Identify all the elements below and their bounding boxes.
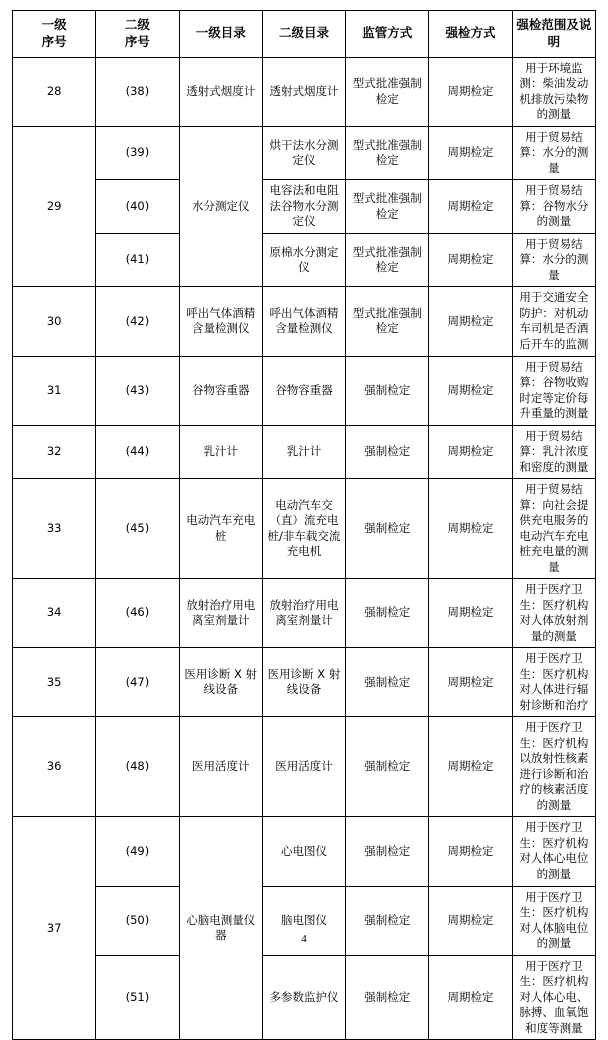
cell-scope-description: 用于贸易结算：谷物水分的测量	[512, 180, 595, 234]
cell-scope-description: 用于医疗卫生：医疗机构对人体进行辐射诊断和治疗	[512, 648, 595, 717]
cell-level1-category: 透射式烟度计	[179, 57, 262, 126]
table-row	[13, 356, 596, 425]
cell-level1-category: 医用活度计	[179, 717, 262, 817]
cell-level2-index: (38)	[96, 57, 179, 126]
cell-scope-description: 用于医疗卫生：医疗机构对人体心电位的测量	[512, 817, 595, 886]
cell-scope-description: 用于医疗卫生：医疗机构以放射性核素进行诊断和治疗的核素活度的测量	[512, 717, 595, 817]
table-row	[13, 479, 596, 579]
cell-supervision-mode: 强制检定	[346, 955, 429, 1040]
cell-level2-index: (47)	[96, 648, 179, 717]
cell-level2-index: (42)	[96, 287, 179, 356]
cell-level2-category: 脑电图仪	[262, 886, 345, 955]
cell-level2-index: (49)	[96, 817, 179, 886]
cell-level2-category: 电容法和电阻法谷物水分测定仪	[262, 180, 345, 234]
cell-level2-category: 透射式烟度计	[262, 57, 345, 126]
page-number: 4	[301, 933, 307, 945]
cell-verification-mode: 周期检定	[429, 356, 512, 425]
cell-supervision-mode: 强制检定	[346, 886, 429, 955]
table-header	[13, 11, 596, 58]
cell-supervision-mode: 强制检定	[346, 479, 429, 579]
cell-level2-category: 医用活度计	[262, 717, 345, 817]
cell-level2-index: (41)	[96, 233, 179, 287]
cell-level2-category: 原棉水分测定仪	[262, 233, 345, 287]
cell-scope-description: 用于医疗卫生：医疗机构对人体心电、脉搏、血氧饱和度等测量	[512, 955, 595, 1040]
column-header-level1-index: 一级 序号	[13, 11, 96, 58]
cell-verification-mode: 周期检定	[429, 287, 512, 356]
cell-level1-index: 29	[13, 126, 96, 287]
cell-level1-index: 32	[13, 425, 96, 479]
cell-scope-description: 用于交通安全防护：对机动车司机是否酒后开车的监测	[512, 287, 595, 356]
table-header-row	[13, 11, 596, 58]
table-row	[13, 955, 596, 1040]
cell-level2-category: 电动汽车交（直）流充电桩/非车载交流充电机	[262, 479, 345, 579]
table-row	[13, 180, 596, 234]
cell-scope-description: 用于贸易结算：谷物收购时定等定价每升重量的测量	[512, 356, 595, 425]
cell-scope-description: 用于医疗卫生：医疗机构对人体放射剂量的测量	[512, 579, 595, 648]
cell-supervision-mode: 强制检定	[346, 579, 429, 648]
cell-verification-mode: 周期检定	[429, 717, 512, 817]
cell-verification-mode: 周期检定	[429, 955, 512, 1040]
column-header-scope-description: 强检范围及说明	[512, 11, 595, 58]
cell-level1-category: 电动汽车充电桩	[179, 479, 262, 579]
cell-verification-mode: 周期检定	[429, 126, 512, 180]
cell-scope-description: 用于环境监测：柴油发动机排放污染物的测量	[512, 57, 595, 126]
cell-scope-description: 用于医疗卫生：医疗机构对人体脑电位的测量	[512, 886, 595, 955]
cell-level1-index: 30	[13, 287, 96, 356]
cell-level2-category: 放射治疗用电离室剂量计	[262, 579, 345, 648]
table-row	[13, 648, 596, 717]
cell-level2-category: 谷物容重器	[262, 356, 345, 425]
cell-level1-index: 37	[13, 817, 96, 1040]
table-body	[13, 57, 596, 1039]
table-row	[13, 717, 596, 817]
cell-supervision-mode: 强制检定	[346, 817, 429, 886]
cell-verification-mode: 周期检定	[429, 425, 512, 479]
cell-supervision-mode: 强制检定	[346, 717, 429, 817]
cell-verification-mode: 周期检定	[429, 579, 512, 648]
cell-level1-category: 医用诊断 X 射线设备	[179, 648, 262, 717]
table-row	[13, 817, 596, 886]
cell-verification-mode: 周期检定	[429, 479, 512, 579]
cell-level1-category: 呼出气体酒精含量检测仪	[179, 287, 262, 356]
table-row	[13, 287, 596, 356]
table-row	[13, 126, 596, 180]
cell-level2-index: (45)	[96, 479, 179, 579]
cell-level1-index: 33	[13, 479, 96, 579]
cell-level1-category: 放射治疗用电离室剂量计	[179, 579, 262, 648]
cell-level2-index: (51)	[96, 955, 179, 1040]
column-header-verification-mode: 强检方式	[429, 11, 512, 58]
cell-level1-category: 谷物容重器	[179, 356, 262, 425]
table-row	[13, 579, 596, 648]
cell-verification-mode: 周期检定	[429, 648, 512, 717]
column-header-supervision-mode: 监管方式	[346, 11, 429, 58]
cell-verification-mode: 周期检定	[429, 233, 512, 287]
cell-verification-mode: 周期检定	[429, 886, 512, 955]
cell-level2-index: (46)	[96, 579, 179, 648]
cell-level2-category: 心电图仪	[262, 817, 345, 886]
cell-level2-category: 烘干法水分测定仪	[262, 126, 345, 180]
cell-scope-description: 用于贸易结算：水分的测量	[512, 126, 595, 180]
table-row	[13, 425, 596, 479]
cell-level2-category: 呼出气体酒精含量检测仪	[262, 287, 345, 356]
cell-level1-category: 乳汁计	[179, 425, 262, 479]
cell-supervision-mode: 型式批准强制检定	[346, 287, 429, 356]
column-header-level2-category: 二级目录	[262, 11, 345, 58]
cell-level1-category: 水分测定仪	[179, 126, 262, 287]
table-row	[13, 233, 596, 287]
cell-supervision-mode: 强制检定	[346, 356, 429, 425]
cell-level2-index: (43)	[96, 356, 179, 425]
cell-supervision-mode: 强制检定	[346, 648, 429, 717]
cell-level1-index: 34	[13, 579, 96, 648]
cell-supervision-mode: 型式批准强制检定	[346, 57, 429, 126]
cell-verification-mode: 周期检定	[429, 180, 512, 234]
cell-level2-category: 乳汁计	[262, 425, 345, 479]
table-row	[13, 57, 596, 126]
cell-supervision-mode: 型式批准强制检定	[346, 126, 429, 180]
cell-supervision-mode: 强制检定	[346, 425, 429, 479]
cell-supervision-mode: 型式批准强制检定	[346, 233, 429, 287]
cell-level2-index: (48)	[96, 717, 179, 817]
cell-level1-category: 心脑电测量仪器	[179, 817, 262, 1040]
cell-verification-mode: 周期检定	[429, 817, 512, 886]
cell-level2-index: (44)	[96, 425, 179, 479]
cell-level1-index: 31	[13, 356, 96, 425]
column-header-level2-index: 二级 序号	[96, 11, 179, 58]
cell-level2-index: (40)	[96, 180, 179, 234]
cell-level2-category: 多参数监护仪	[262, 955, 345, 1040]
cell-scope-description: 用于贸易结算：乳汁浓度和密度的测量	[512, 425, 595, 479]
cell-level1-index: 36	[13, 717, 96, 817]
cell-verification-mode: 周期检定	[429, 57, 512, 126]
cell-level1-index: 35	[13, 648, 96, 717]
cell-level2-index: (39)	[96, 126, 179, 180]
regulated-instruments-table	[12, 10, 596, 1040]
cell-level2-category: 医用诊断 X 射线设备	[262, 648, 345, 717]
cell-scope-description: 用于贸易结算：水分的测量	[512, 233, 595, 287]
column-header-level1-category: 一级目录	[179, 11, 262, 58]
cell-level1-index: 28	[13, 57, 96, 126]
cell-scope-description: 用于贸易结算：向社会提供充电服务的电动汽车充电桩充电量的测量	[512, 479, 595, 579]
cell-supervision-mode: 型式批准强制检定	[346, 180, 429, 234]
cell-level2-index: (50)	[96, 886, 179, 955]
